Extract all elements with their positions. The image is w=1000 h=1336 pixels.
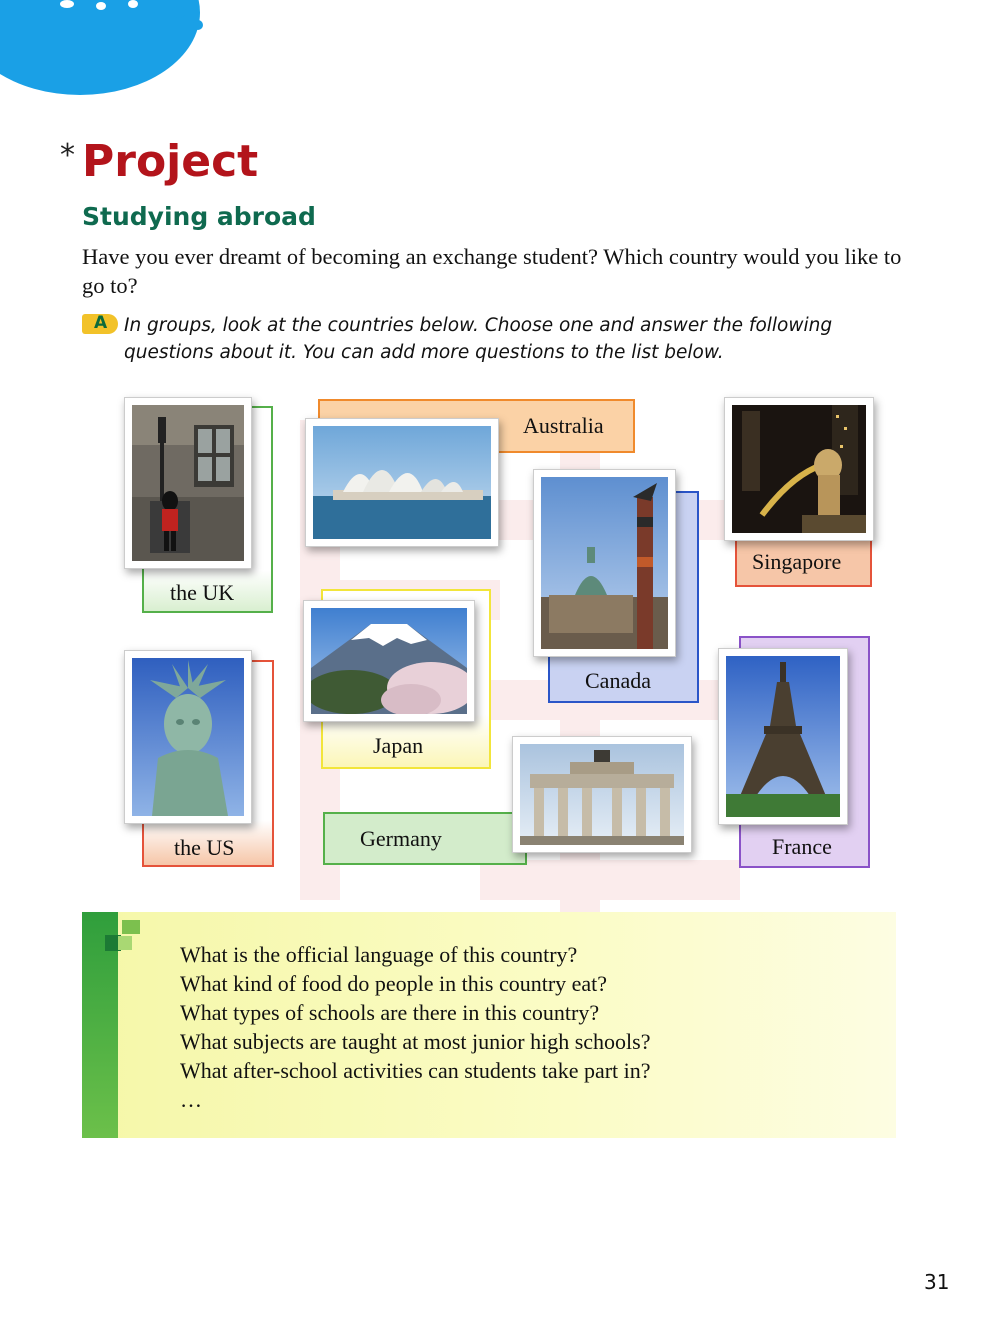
decoration-square	[118, 936, 132, 950]
question-item: What subjects are taught at most junior high schools?	[180, 1029, 651, 1054]
optional-marker: *	[60, 138, 75, 173]
country-label-canada: Canada	[585, 668, 651, 693]
japan-mount-fuji-image	[311, 608, 467, 714]
uk-guard-image	[132, 405, 244, 561]
question-list	[180, 940, 651, 1114]
photo-uk	[124, 397, 252, 569]
top-decoration-blob	[0, 0, 200, 95]
photo-singapore	[724, 397, 874, 541]
decoration-dot	[193, 20, 203, 30]
photo-germany	[512, 736, 692, 853]
country-tag-germany	[323, 812, 527, 865]
singapore-merlion-image	[732, 405, 866, 533]
question-item: What types of schools are there in this country?	[180, 1000, 600, 1025]
country-label-japan: Japan	[373, 733, 424, 758]
photo-japan	[303, 600, 475, 722]
question-item: …	[180, 1087, 202, 1112]
decoration-dot	[172, 6, 186, 18]
decoration-dot	[96, 2, 106, 10]
decoration-dot	[128, 0, 138, 8]
country-label-us: the US	[174, 835, 235, 860]
photo-australia	[305, 418, 499, 547]
germany-brandenburg-gate-image	[520, 744, 684, 845]
decoration-dot	[150, 0, 172, 14]
decoration-square	[122, 920, 140, 934]
photo-canada	[533, 469, 676, 657]
us-statue-of-liberty-image	[132, 658, 244, 816]
canada-parliament-image	[541, 477, 668, 649]
country-label-uk: the UK	[170, 580, 235, 605]
photo-france	[718, 648, 848, 825]
intro-text: Have you ever dreamt of becoming an exchange student? Which country would you like to go to?	[82, 244, 902, 298]
australia-opera-house-image	[313, 426, 491, 539]
section-subtitle: Studying abroad	[82, 202, 316, 231]
task-badge-letter: A	[94, 313, 108, 333]
country-label-australia: Australia	[523, 413, 604, 438]
country-tag-singapore	[735, 536, 872, 587]
question-item: What is the official language of this country?	[180, 942, 578, 967]
task-badge	[82, 314, 118, 334]
country-label-singapore: Singapore	[752, 549, 842, 574]
page-number: 31	[924, 1270, 950, 1294]
decoration-dot	[60, 0, 74, 8]
task-instruction: In groups, look at the countries below. Choose one and answer the following questions about it. You can add more questions to the list below.	[124, 315, 833, 363]
france-eiffel-tower-image	[726, 656, 840, 817]
page-title: Project	[82, 136, 259, 187]
country-label-germany: Germany	[360, 826, 442, 851]
question-item: What kind of food do people in this country eat?	[180, 971, 608, 996]
question-item: What after-school activities can students take part in?	[180, 1058, 651, 1083]
photo-us	[124, 650, 252, 824]
country-label-france: France	[772, 834, 832, 859]
